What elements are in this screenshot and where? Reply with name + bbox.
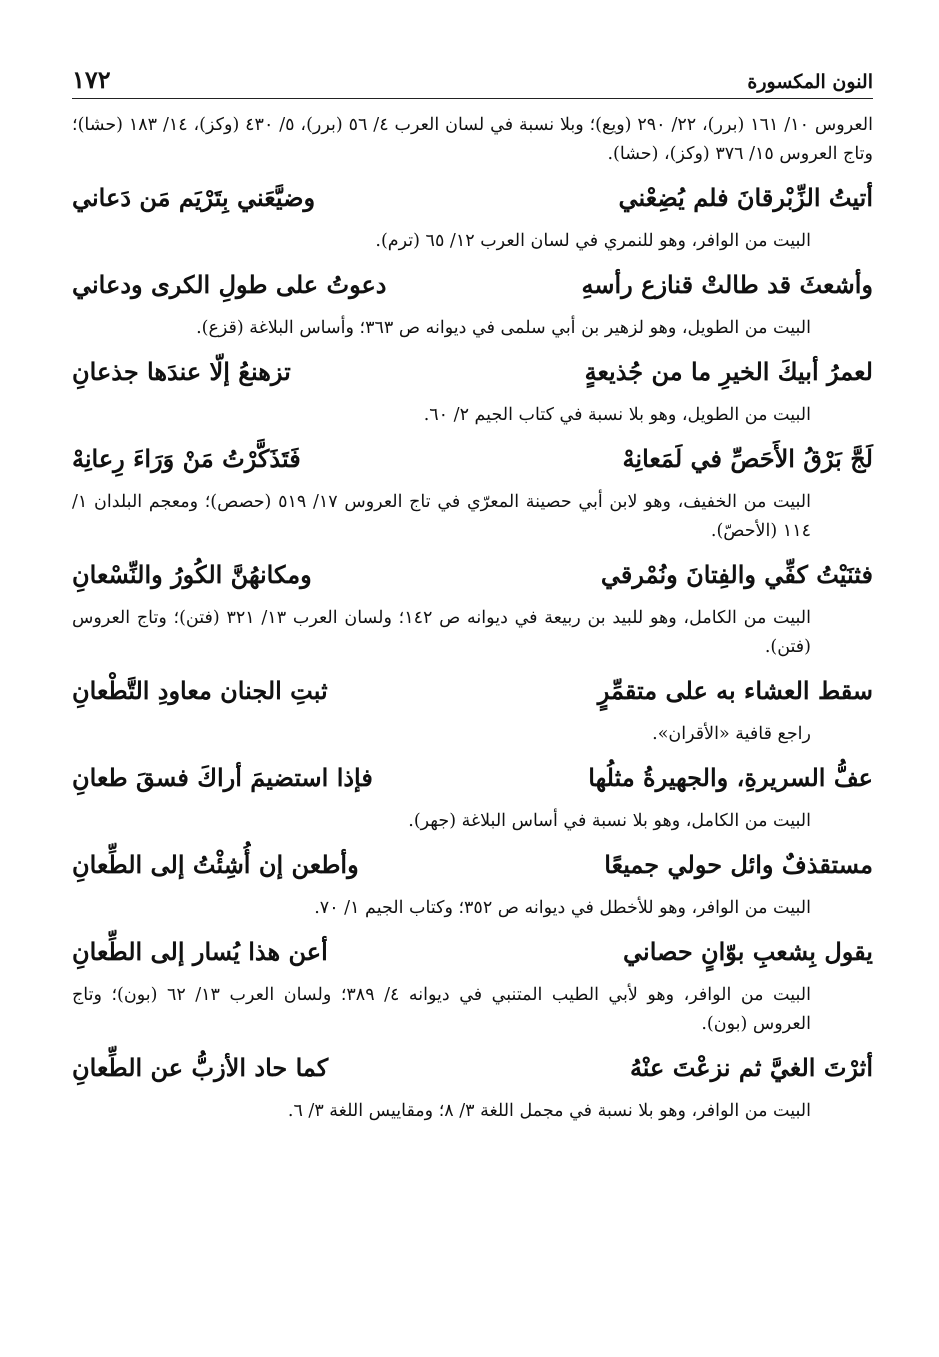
verse-first-hemistich: عفُّ السريرةِ، والجهيرةُ مثلُها: [588, 763, 873, 792]
verse-line: [72, 1053, 873, 1083]
verse-line: [72, 850, 873, 880]
verse-second-hemistich: ومكانهُنَّ الكُورُ والنِّسْعانِ: [72, 560, 312, 589]
running-title: النون المكسورة: [747, 71, 873, 93]
verse-first-hemistich: أتيتُ الزِّبْرقانَ فلم يُضِعْني: [618, 183, 873, 212]
footnote-text: العروس ١٠/ ١٦١ (برر)، ٢٢/ ٢٩٠ (ويع)؛ وبلا نسبة في لسان العرب ٤/ ٥٦ (برر)، ٥/ ٤٣٠ (وكز)، ١٤/ ١٨٣ (حشا)؛ وتاج العروس ١٥/ ٣٧٦ (وكز)، (حشا).: [72, 115, 873, 164]
verse-source-note: راجع قافية «الأقران».: [652, 724, 811, 744]
verse-first-hemistich: سقط العشاء به على متقمِّرٍ: [597, 676, 873, 705]
verse-second-hemistich: وضيَّعَني بِتَرْيَم مَن دَعاني: [72, 183, 316, 212]
verse-first-hemistich: يقول بِشعبِ بوّانٍ حصاني: [623, 937, 873, 966]
verse-first-hemistich: لعمرُ أبيكَ الخيرِ ما من جُذيعةٍ: [584, 357, 873, 386]
verse-line: [72, 676, 873, 706]
verse-second-hemistich: أعن هذا يُسار إلى الطِّعانِ: [72, 937, 328, 966]
verse-second-hemistich: تزهنعُ إلّا عندَها جذعانِ: [72, 357, 291, 386]
verse-second-hemistich: وأطعن إن أُشِئْتُ إلى الطِّعانِ: [72, 850, 359, 879]
page-header: [72, 60, 873, 99]
verse-line: [72, 560, 873, 590]
verse-line: [72, 763, 873, 793]
verse-first-hemistich: لَجَّ بَرْقُ الأَحَصِّ في لَمَعانِهْ: [622, 444, 873, 473]
verse-source-note: البيت من الطويل، وهو بلا نسبة في كتاب الجيم ٢/ ٦٠.: [423, 405, 811, 425]
page-number: ١٧٢: [72, 65, 111, 94]
verse-source-note: البيت من الوافر، وهو للنمري في لسان العرب ١٢/ ٦٥ (ترم).: [375, 231, 811, 251]
verse-source-note: البيت من الكامل، وهو للبيد بن ربيعة في ديوانه ص ١٤٢؛ ولسان العرب ١٣/ ٣٢١ (فتن)؛ وتاج العروس (فتن).: [72, 608, 811, 657]
verse-second-hemistich: دعوتُ على طولِ الكرى ودعاني: [72, 270, 387, 299]
verse-first-hemistich: وأشعثَ قد طالتْ قنازع رأسهِ: [581, 270, 873, 299]
verse-source-note: البيت من الوافر، وهو بلا نسبة في مجمل اللغة ٣/ ٨؛ ومقاييس اللغة ٣/ ٦.: [287, 1101, 811, 1121]
verse-line: [72, 357, 873, 387]
page: [72, 60, 873, 1317]
verse-source-note: البيت من الخفيف، وهو لابن أبي حصينة المعرّي في تاج العروس ١٧/ ٥١٩ (حصص)؛ ومعجم البلدان ١/ ١١٤ (الأحصّ).: [72, 492, 811, 541]
verse-second-hemistich: ثبتِ الجنان معاودِ التَّطْعانِ: [72, 676, 328, 705]
verse-line: [72, 937, 873, 967]
verse-second-hemistich: كما حاد الأزبُّ عن الطِّعانِ: [72, 1053, 329, 1082]
verse-line: [72, 444, 873, 474]
verse-source-note: البيت من الوافر، وهو لأبي الطيب المتنبي في ديوانه ٤/ ٣٨٩؛ ولسان العرب ١٣/ ٦٢ (بون)؛ وتاج العروس (بون).: [72, 985, 811, 1034]
verse-line: [72, 183, 873, 213]
verse-second-hemistich: فَتَذَكَّرْتُ مَنْ وَرَاءَ رِعانِهْ: [72, 444, 301, 473]
page-body: [72, 111, 873, 1126]
verse-source-note: البيت من الطويل، وهو لزهير بن أبي سلمى في ديوانه ص ٣٦٣؛ وأساس البلاغة (قزع).: [196, 318, 811, 338]
verse-source-note: البيت من الكامل، وهو بلا نسبة في أساس البلاغة (جهر).: [408, 811, 811, 831]
verse-source-note: البيت من الوافر، وهو للأخطل في ديوانه ص ٣٥٢؛ وكتاب الجيم ١/ ٧٠.: [314, 898, 811, 918]
verse-first-hemistich: أثرْتَ الغيَّ ثم نزعْتَ عنْهُ: [629, 1053, 873, 1082]
verse-second-hemistich: فإذا استضيمَ أراكَ فسقَ طعانِ: [72, 763, 373, 792]
verse-first-hemistich: فثنَيْتُ كفِّي والفِتانَ ونُمْرقي: [600, 560, 873, 589]
verse-first-hemistich: مستقذفٌ وائل حولي جميعًا: [604, 850, 873, 879]
verse-line: [72, 270, 873, 300]
